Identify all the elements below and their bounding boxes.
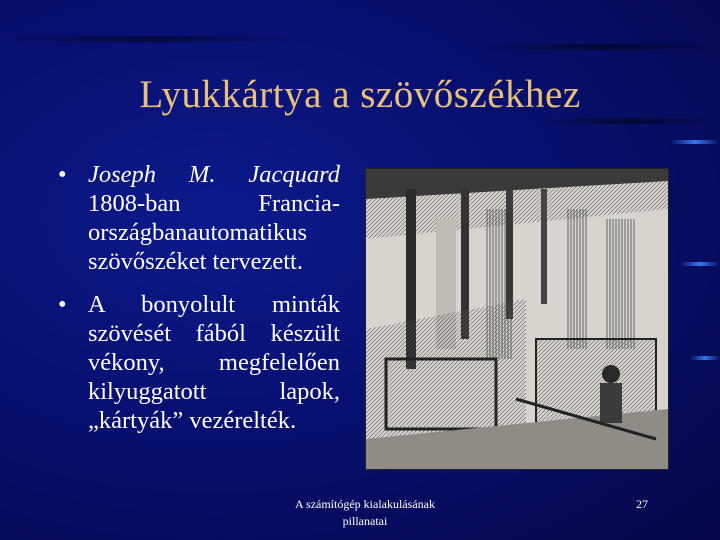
bullet-line: Joseph M. Jacquard [88,161,340,188]
page-number: 27 [636,497,648,511]
background-streak [690,356,720,360]
bullet-line: szövőszéket tervezett. [88,248,303,275]
bullet-symbol: • [58,161,67,188]
bullet-line: szövését fából készült [88,320,340,347]
bullet-line: A bonyolult minták [88,291,340,318]
bullet-line: kilyuggatott lapok, [88,378,340,405]
footer-line: pillanatai [342,514,388,528]
bullet-line: 1808-ban Francia- [88,190,340,217]
bullet-item [58,160,340,276]
bullet-list [58,160,340,449]
bullet-line: vékony, megfelelően [88,349,340,376]
footer-line: A számítógép kialakulásának [295,497,435,511]
jacquard-loom-image [365,168,669,470]
bullet-item [58,290,340,435]
background-streak [670,140,720,144]
bullet-line: országbanautomatikus [88,219,308,246]
slide-title: Lyukkártya a szövőszékhez [139,73,581,116]
bullet-symbol: • [58,291,67,318]
background-streak [680,262,720,266]
slide-footer [270,496,460,530]
bullet-line: „kártyák” vezérelték. [88,407,297,434]
loom-engraving-icon [366,169,668,469]
background-streak [480,44,720,50]
background-streak [540,118,720,124]
background-streak [0,36,300,42]
